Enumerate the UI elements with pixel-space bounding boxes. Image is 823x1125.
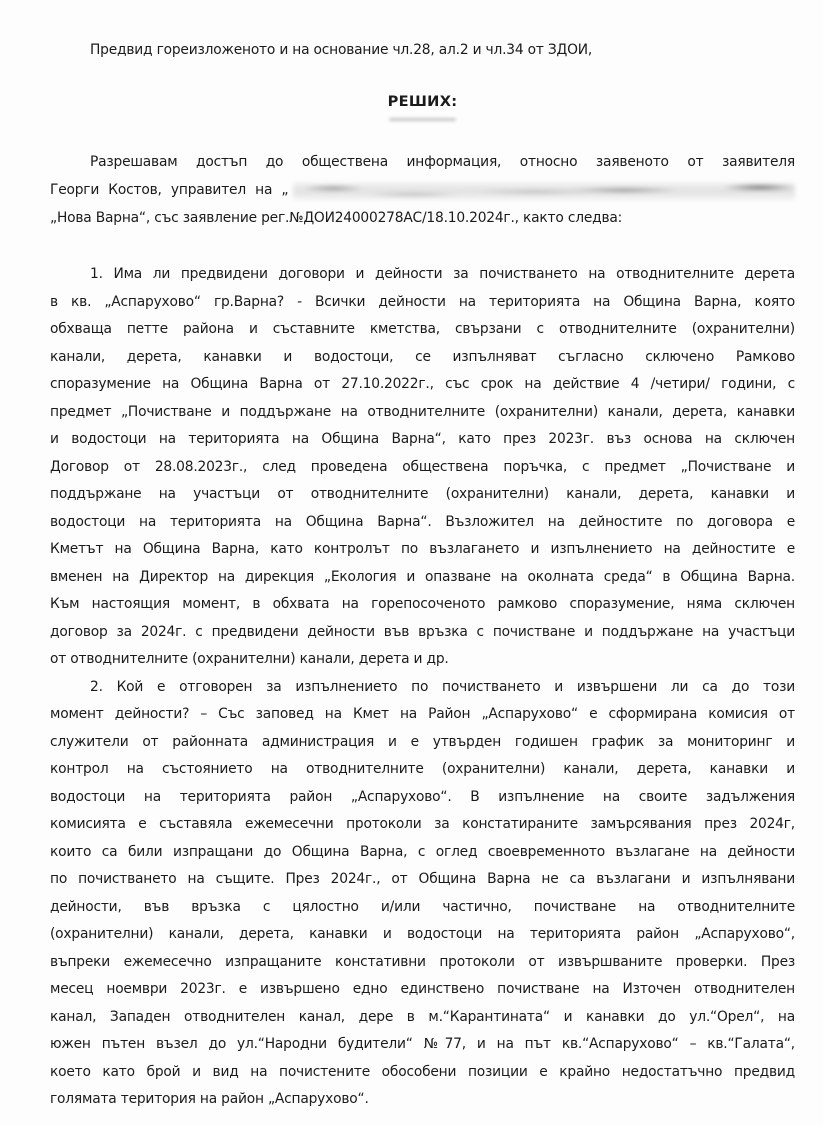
grant-paragraph (50, 148, 795, 232)
text-line: „Нова Варна“, със заявление рег.№ДОИ24000278АС/18.10.2024г., както следва: (50, 210, 623, 226)
text-line: договор за 2024г. с предвидени дейности във връзка с почистване и поддържане на участъци (50, 623, 795, 640)
text-line: южен пътен възел до ул.“Народни будители“ №77, и на път кв.“Аспарухово“ – кв.“Галата“, (50, 1036, 795, 1052)
text-line: месец ноември 2023г. е извършено едно единствено почистване на Източен отводнителен (50, 981, 795, 997)
text-line: водостоци на територията на Община Варна“. Възложител на дейностите по договора е (50, 513, 795, 530)
text-line: 2. Кой е отговорен за изпълнението по почистването и извършени ли са до този (90, 678, 795, 695)
decision-heading (50, 88, 795, 116)
text-line: (охранителни) канали, дерета, канавки и водостоци на територията район „Аспарухово“, (50, 926, 795, 942)
text-line: момент дейности? – Със заповед на Кмет на Район „Аспарухово“ е сформирана комисия от (50, 706, 795, 722)
text-line: които са били изпращани до Община Варна, с оглед своевременното възлагане на дейности (50, 843, 795, 860)
text-line: Разрешавам достъп до обществена информация, относно заявеното от заявителя (90, 154, 795, 170)
text-line: водостоци на територията район „Аспарухово“. В изпълнение на своите задължения (50, 788, 795, 805)
text-line: поддържане на участъци от отводнителните (охранителни) канали, дерета, канавки и (50, 486, 795, 502)
text-line: канал, Западен отводнителен канал, дере в м.“Карантината“ и канавки до ул.“Орел“, на (50, 1008, 795, 1025)
text-line: 1. Има ли предвидени договори и дейности за почистването на отводнителните дерета (90, 266, 795, 282)
answers-block (50, 261, 795, 1114)
text-line: Кметът на Община Варна, като контролът по възлагането и изпълнението на дейностите е (50, 541, 795, 557)
text-line: и водостоци на територията на Община Варна“, като през 2023г. въз основа на сключен (50, 431, 795, 447)
decision-heading-text: РЕШИХ: (388, 88, 458, 116)
text-line: предмет „Почистване и поддържане на отводнителните (охранителни) канали, дерета, канавки (50, 403, 795, 420)
text-line: Към настоящия момент, в обхвата на горепосоченото рамково споразумение, няма сключен (50, 596, 795, 612)
text-line: комисията е съставяла ежемесечни протоколи за констатираните замърсявания през 2024г, (50, 816, 795, 832)
text-line: канали, дерета, канавки и водостоци, се изпълняват съгласно сключено Рамково (50, 348, 795, 365)
text-line: служители от районната администрация и е утвърден годишен график за мониторинг и (50, 733, 795, 750)
redacted-line-prefix: Георги Костов, управител на „ (50, 182, 289, 198)
text-line: Договор от 28.08.2023г., след проведена обществена поръчка, с предмет „Почистване и (50, 458, 795, 475)
text-line: дейности, във връзка с цялостно и/или частично, почистване на отводнителните (50, 898, 795, 915)
text-line: което като брой и вид на почистените обособени позиции е крайно недостатъчно предвид (50, 1063, 795, 1080)
text-line: споразумение на Община Варна от 27.10.2022г., със срок на действие 4 /четири/ години, с (50, 376, 795, 392)
redaction-smudge (293, 182, 795, 200)
text-line: вменен на Директор на дирекция „Екология и опазване на околната среда“ в Община Варна. (50, 568, 795, 585)
document-content (50, 0, 795, 1114)
text-line: въпреки ежемесечно изпращаните констативни протоколи от извършваните проверки. През (50, 953, 795, 970)
preamble-line: Предвид гореизложеното и на основание чл.28, ал.2 и чл.34 от ЗДОИ, (90, 42, 593, 58)
text-line: по почистването на същите. През 2024г., от Община Варна не са възлагани и изпълнявани (50, 871, 795, 887)
text-line: контрол на състоянието на отводнителните (охранителни) канали, дерета, канавки и (50, 761, 795, 777)
text-line: в кв. „Аспарухово“ гр.Варна? - Всички дейности на територията на Община Варна, която (50, 293, 795, 310)
redacted-line (50, 176, 795, 204)
text-line: от отводнителните (охранителни) канали, дерета и др. (50, 651, 449, 667)
text-line: обхваща петте района и съставните кметства, свързани с отводнителните (охранителни) (50, 321, 795, 337)
text-line: голямата територия на район „Аспарухово“. (50, 1091, 369, 1107)
